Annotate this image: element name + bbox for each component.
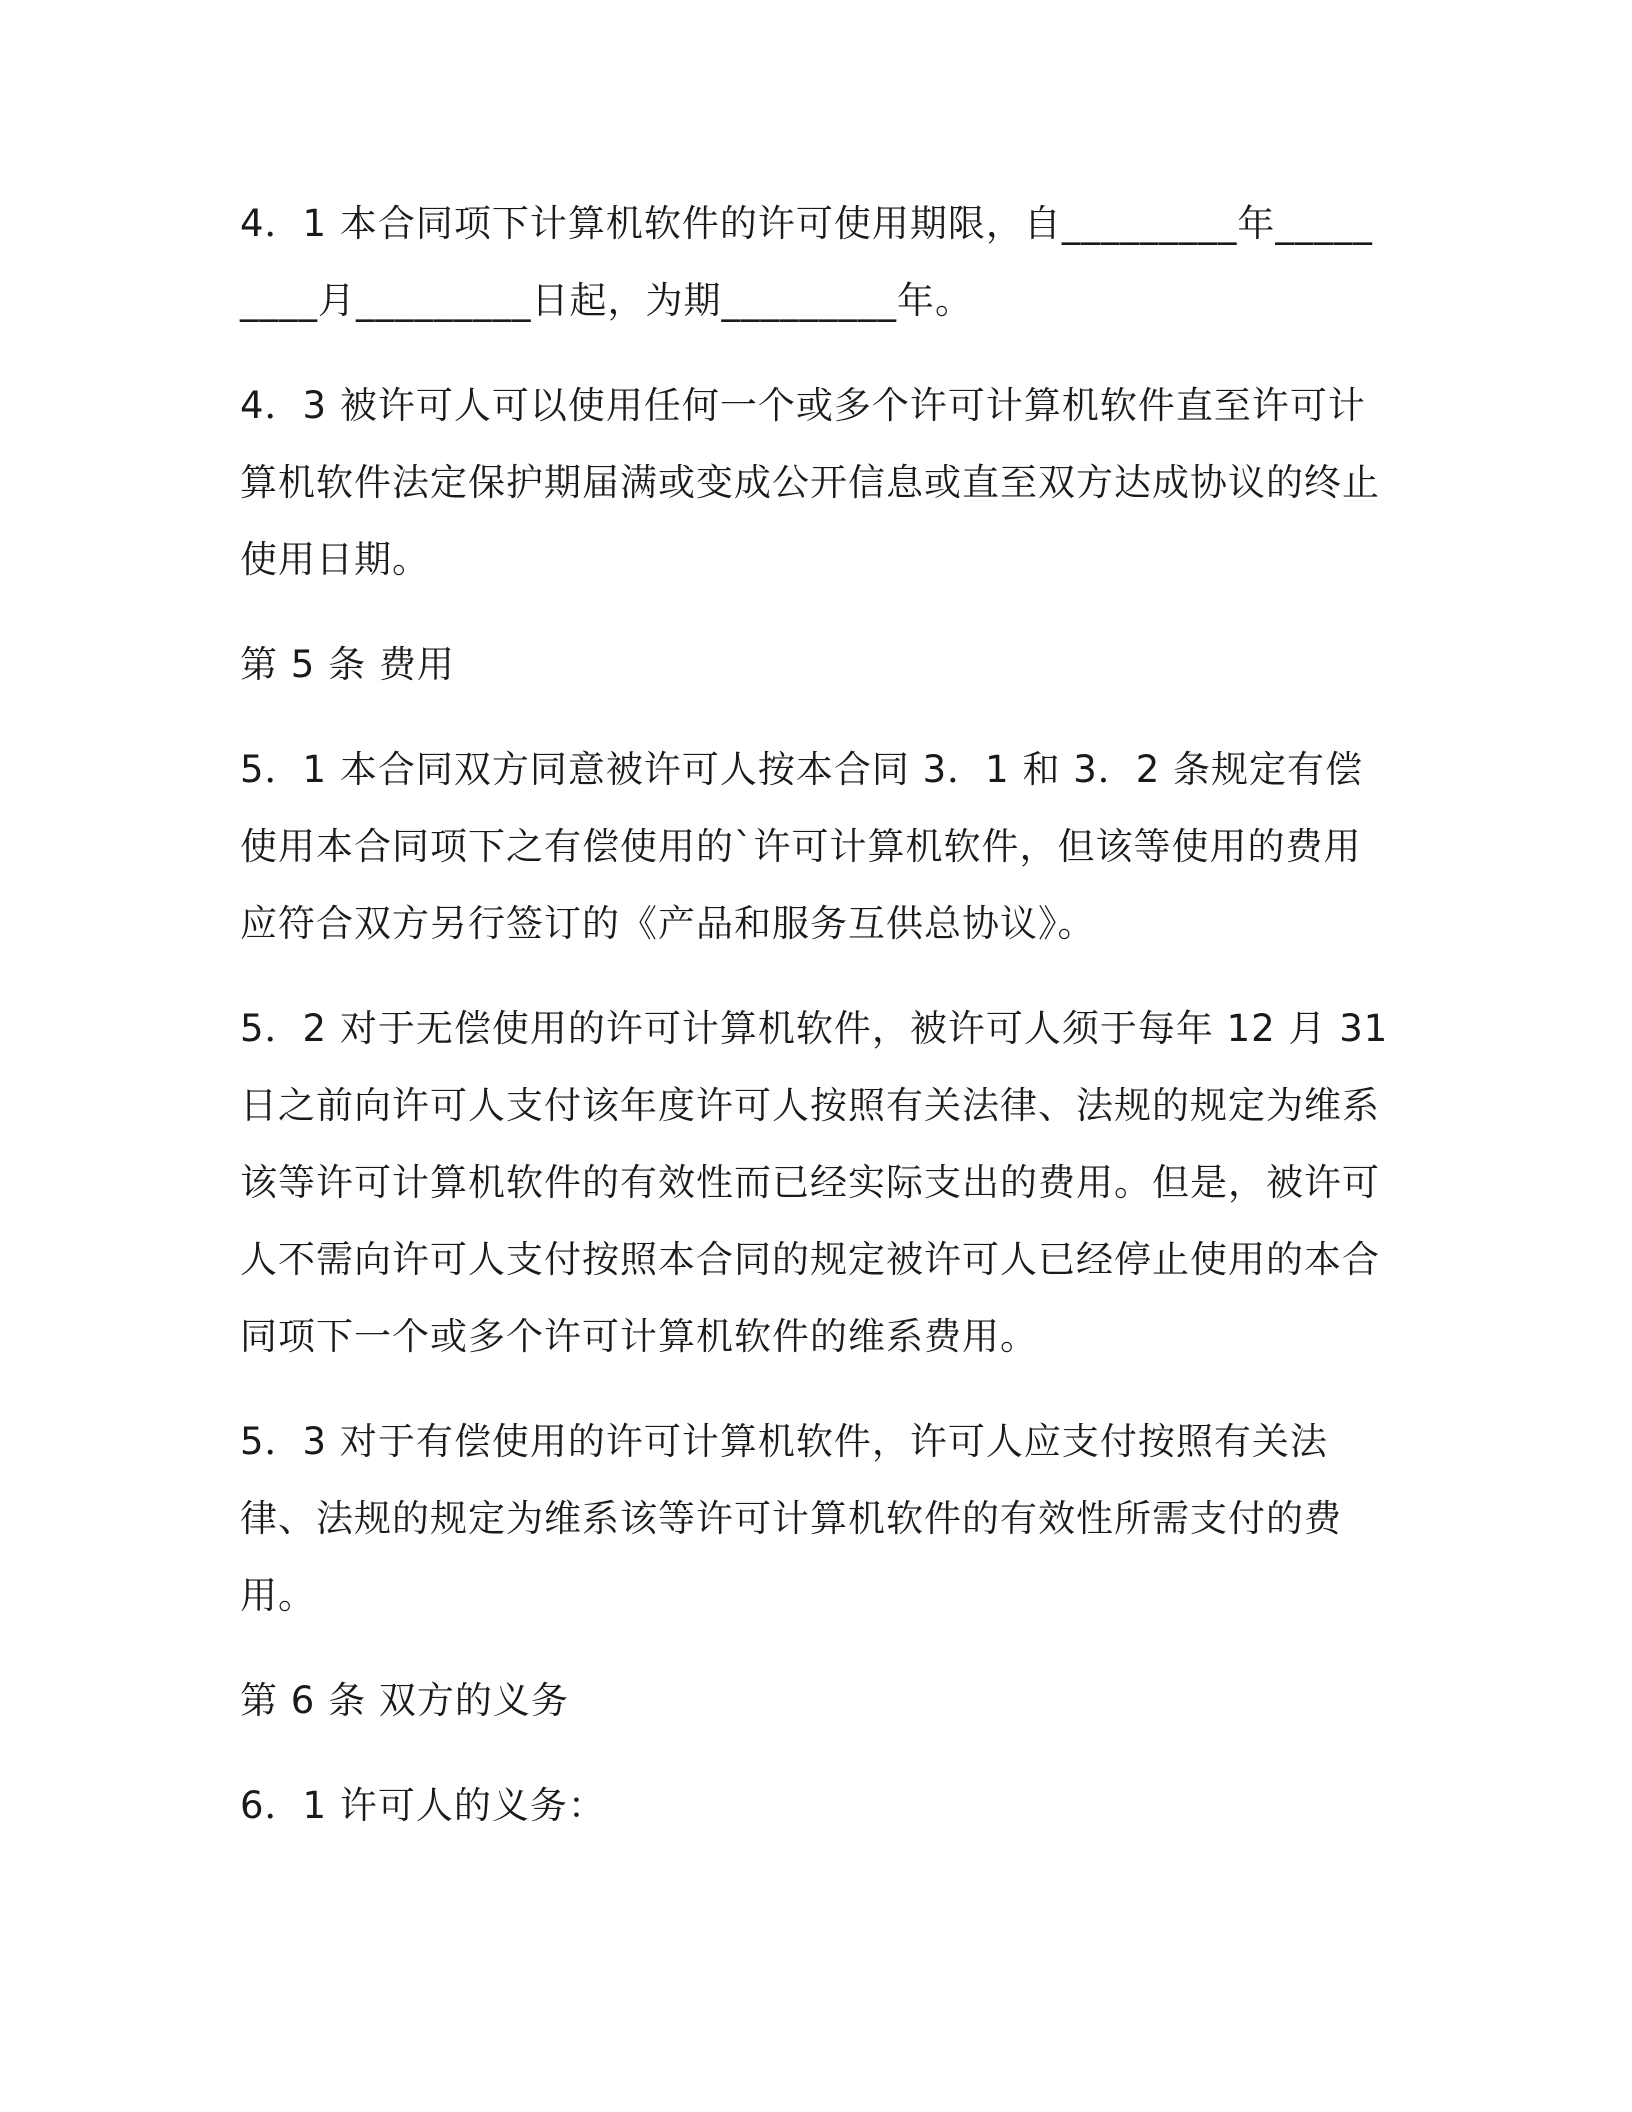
section-heading-6: 第 6 条 双方的义务	[240, 1679, 569, 1722]
clause-5-1: 5．1 本合同双方同意被许可人按本合同 3．1 和 3．2 条规定有偿使用本合同项下之有偿使用的`许可计算机软件，但该等使用的费用应符合双方另行签订的《产品和服务互供总协议》。	[240, 748, 1364, 945]
clause-5-2: 5．2 对于无偿使用的许可计算机软件，被许可人须于每年 12 月 31 日之前向许可人支付该年度许可人按照有关法律、法规的规定为维系该等许可计算机软件的有效性而已经实际支出的费用。但是，被许可人不需向许可人支付按照本合同的规定被许可人已经停止使用的本合同项下一个或多个许可计算机软件的维系费用。	[240, 1007, 1389, 1358]
clause-4-1: 4．1 本合同项下计算机软件的许可使用期限，自_________年_________月_________日起，为期_________年。	[240, 202, 1373, 322]
section-heading-5: 第 5 条 费用	[240, 643, 455, 686]
clause-4-3: 4．3 被许可人可以使用任何一个或多个许可计算机软件直至许可计算机软件法定保护期届满或变成公开信息或直至双方达成协议的终止使用日期。	[240, 384, 1380, 581]
clause-5-3: 5．3 对于有偿使用的许可计算机软件，许可人应支付按照有关法律、法规的规定为维系该等许可计算机软件的有效性所需支付的费用。	[240, 1420, 1342, 1617]
clause-6-1: 6．1 许可人的义务：	[240, 1784, 606, 1827]
document-body	[240, 185, 1390, 1872]
